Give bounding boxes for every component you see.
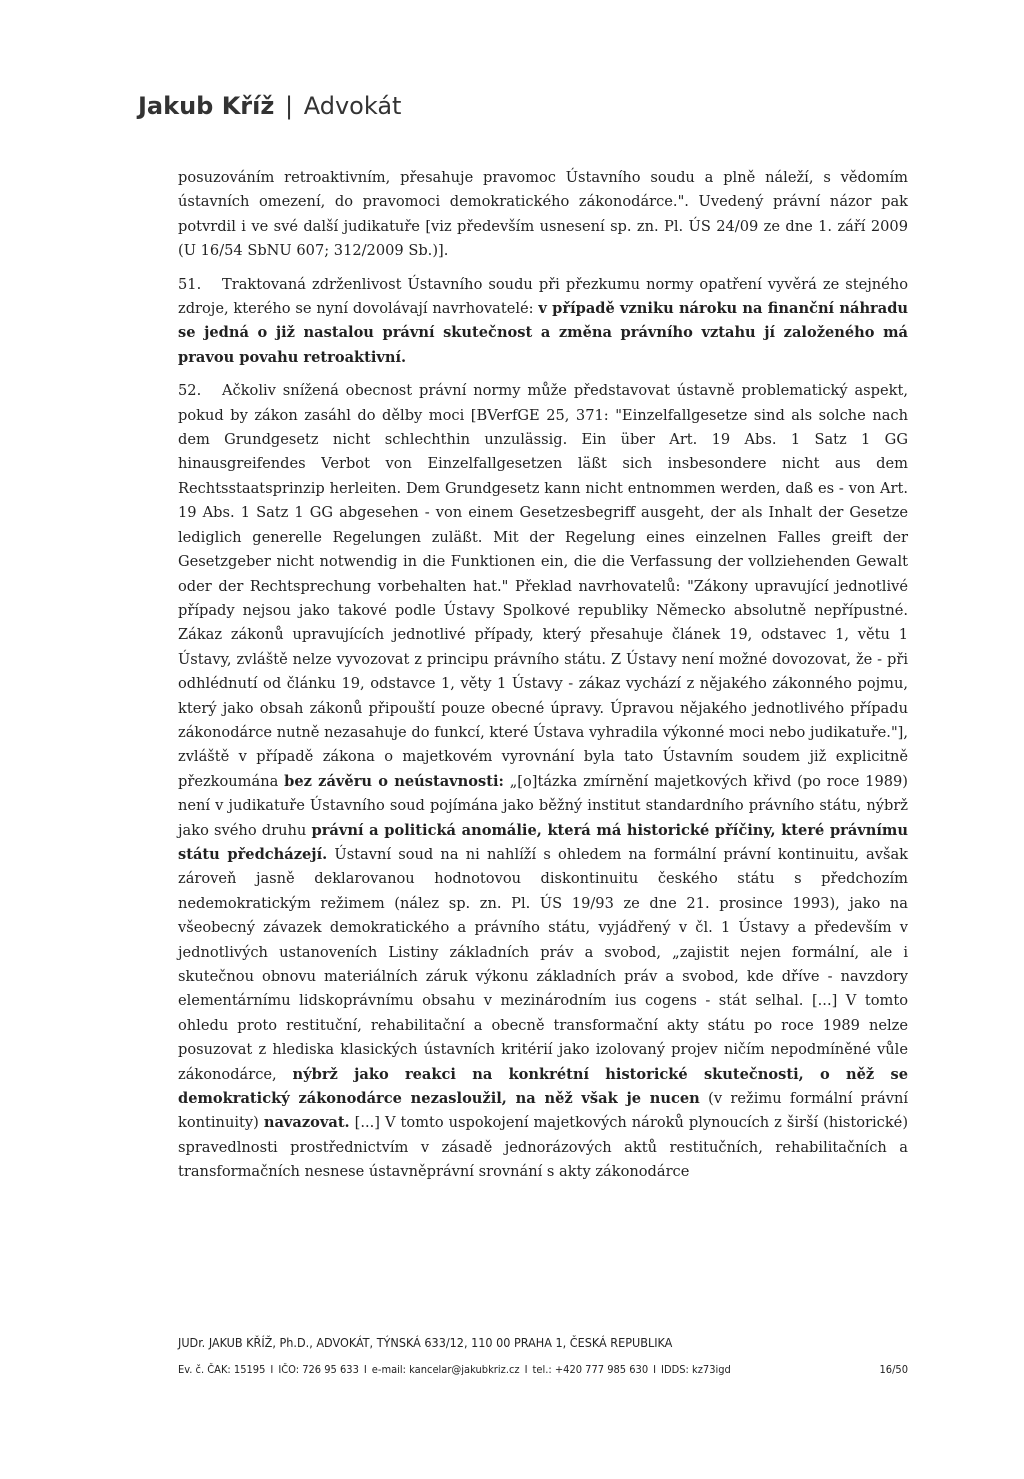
page-footer <box>178 1334 908 1378</box>
paragraph-52-text-1: Ačkoliv snížená obecnost právní normy může představovat ústavně problematický aspekt, pokud by zákon zasáhl do dělby moci [BVerfGE 25, 371: "Einzelfallgesetze sind als solche nach dem Grundgesetz nicht schlechthin unzulässig. Ein über Art. 19 Abs. 1 Satz 1 GG hinausgreifendes Verbot von Einzelfallgesetzen läßt sich insbesondere nicht aus dem Rechtsstaatsprinzip herleiten. Dem Grundgesetz kann nicht entnommen werden, daß es - von Art. 19 Abs. 1 Satz 1 GG abgesehen - von einem Gesetzesbegriff ausgeht, der als Inhalt der Gesetze lediglich generelle Regelungen zuläßt. Mit der Regelung eines einzelnen Falles greift der Gesetzgeber nicht notwendig in die Funktionen ein, die die Verfassung der vollziehenden Gewalt oder der Rechtsprechung vorbehalten hat." Překlad navrhovatelů: "Zákony upravující jednotlivé případy nejsou jako takové podle Ústavy Spolkové republiky Německo absolutně nepřípustné. Zákaz zákonů upravujících jednotlivé případy, který přesahuje článek 19, odstavec 1, větu 1 Ústavy, zvláště nelze vyvozovat z principu právního státu. Z Ústavy není možné dovozovat, že - při odhlédnutí od článku 19, odstavce 1, věty 1 Ústavy - zákaz vychází z nějakého zákonného pojmu, který jako obsah zákonů připouští pouze obecné úpravy. Úpravou nějakého jednotlivého případu zákonodárce nutně nezasahuje do funkcí, které Ústava vyhradila výkonné moci nebo judikatuře."], zvláště v případě zákona o majetkovém vyrovnání byla tato Ústavním soudem již explicitně přezkoumána <box>178 382 908 790</box>
paragraph-51 <box>178 273 908 371</box>
paragraph-51-bold: v případě vzniku nároku na finanční náhradu se jedná o již nastalou právní skutečnost a změna právního vztahu jí založeného má pravou povahu retroaktivní. <box>178 300 909 366</box>
paragraph-52-text-4: (v režimu formální právní kontinuity) <box>178 1090 909 1132</box>
footer-idds: IDDS: kz73igd <box>661 1363 731 1376</box>
footer-pipe: I <box>270 1363 274 1376</box>
paragraph-52-text-3: Ústavní soud na ni nahlíží s ohledem na formální právní kontinuitu, avšak zároveň jasně deklarovanou hodnotovou diskontinuitu českého státu s předchozím nedemokratickým režimem (nález sp. zn. Pl. ÚS 19/93 ze dne 21. prosince 1993), jako na všeobecný závazek demokratického a právního státu, vyjádřený v čl. 1 Ústavy a především v jednotlivých ustanoveních Listiny základních práv a svobod, „zajistit nejen formální, ale i skutečnou obnovu materiálních záruk výkonu základních práv a svobod, kde dříve - navzdory elementárnímu lidskoprávnímu obsahu v mezinárodním ius cogens - stát selhal. [...] V tomto ohledu proto restituční, rehabilitační a obecně transformační akty státu po roce 1989 nelze posuzovat z hlediska klasických ústavních kritérií jako izolovaný projev ničím nepodmíněné vůle zákonodárce, <box>178 845 908 1083</box>
page-number: 16/50 <box>879 1363 908 1376</box>
letterhead <box>138 92 401 120</box>
paragraph-52-bold-2: právní a politická anomálie, která má historické příčiny, které právnímu státu předcházejí. <box>178 821 908 863</box>
footer-ico: IČO: 726 95 633 <box>278 1363 359 1376</box>
footer-tel: tel.: +420 777 985 630 <box>532 1363 649 1376</box>
paragraph-52 <box>178 379 908 1184</box>
paragraph-52-bold-3: nýbrž jako reakci na konkrétní historické skutečnosti, o něž se demokratický zákonodárce nezasloužil, na něž však je nucen <box>178 1065 909 1108</box>
paragraph-number-51: 51. <box>178 275 202 293</box>
paragraph-52-text-5: [...] V tomto uspokojení majetkových nároků plynoucích z širší (historické) spravedlnosti prostřednictvím v zásadě jednorázových aktů restitučních, rehabilitačních a transformačních nesnese ústavněprávní srovnání s akty zákonodárce <box>178 1114 909 1181</box>
paragraph-continuation: posuzováním retroaktivním, přesahuje pravomoc Ústavního soudu a plně náleží, s vědomím ústavních omezení, do pravomoci demokratického zákonodárce.". Uvedený právní názor pak potvrdil i ve své další judikatuře [viz především usnesení sp. zn. Pl. ÚS 24/09 ze dne 1. září 2009 (U 16/54 SbNU 607; 312/2009 Sb.)]. <box>178 169 908 260</box>
document-body <box>178 166 908 1185</box>
letterhead-role: Advokát <box>303 92 402 120</box>
footer-pipe: I <box>363 1363 367 1376</box>
letterhead-separator: | <box>284 92 294 120</box>
paragraph-51-text: Traktovaná zdrženlivost Ústavního soudu při přezkumu normy opatření vyvěrá ze stejného zdroje, kterého se nyní dovolávají navrhovatelé: <box>178 275 908 318</box>
footer-ev: Ev. č. ČAK: 15195 <box>178 1363 266 1376</box>
footer-pipe: I <box>653 1363 657 1376</box>
footer-address: JUDr. JAKUB KŘÍŽ, Ph.D., ADVOKÁT, TÝNSKÁ 633/12, 110 00 PRAHA 1, ČESKÁ REPUBLIKA <box>178 1335 673 1350</box>
footer-contacts <box>178 1362 908 1378</box>
paragraph-52-text-2: „[o]tázka zmírnění majetkových křivd (po roce 1989) není v judikatuře Ústavního soud pojímána jako běžný institut standardního právního státu, nýbrž jako svého druhu <box>178 772 909 839</box>
footer-email: e-mail: kancelar@jakubkriz.cz <box>371 1363 520 1376</box>
letterhead-name: Jakub Kříž <box>138 92 275 120</box>
paragraph-number-52: 52. <box>178 382 202 400</box>
paragraph-52-bold-1: bez závěru o neústavnosti: <box>284 772 504 790</box>
footer-pipe: I <box>524 1363 528 1376</box>
paragraph-52-bold-4: navazovat. <box>263 1114 350 1132</box>
footer-contact-line <box>178 1362 731 1378</box>
